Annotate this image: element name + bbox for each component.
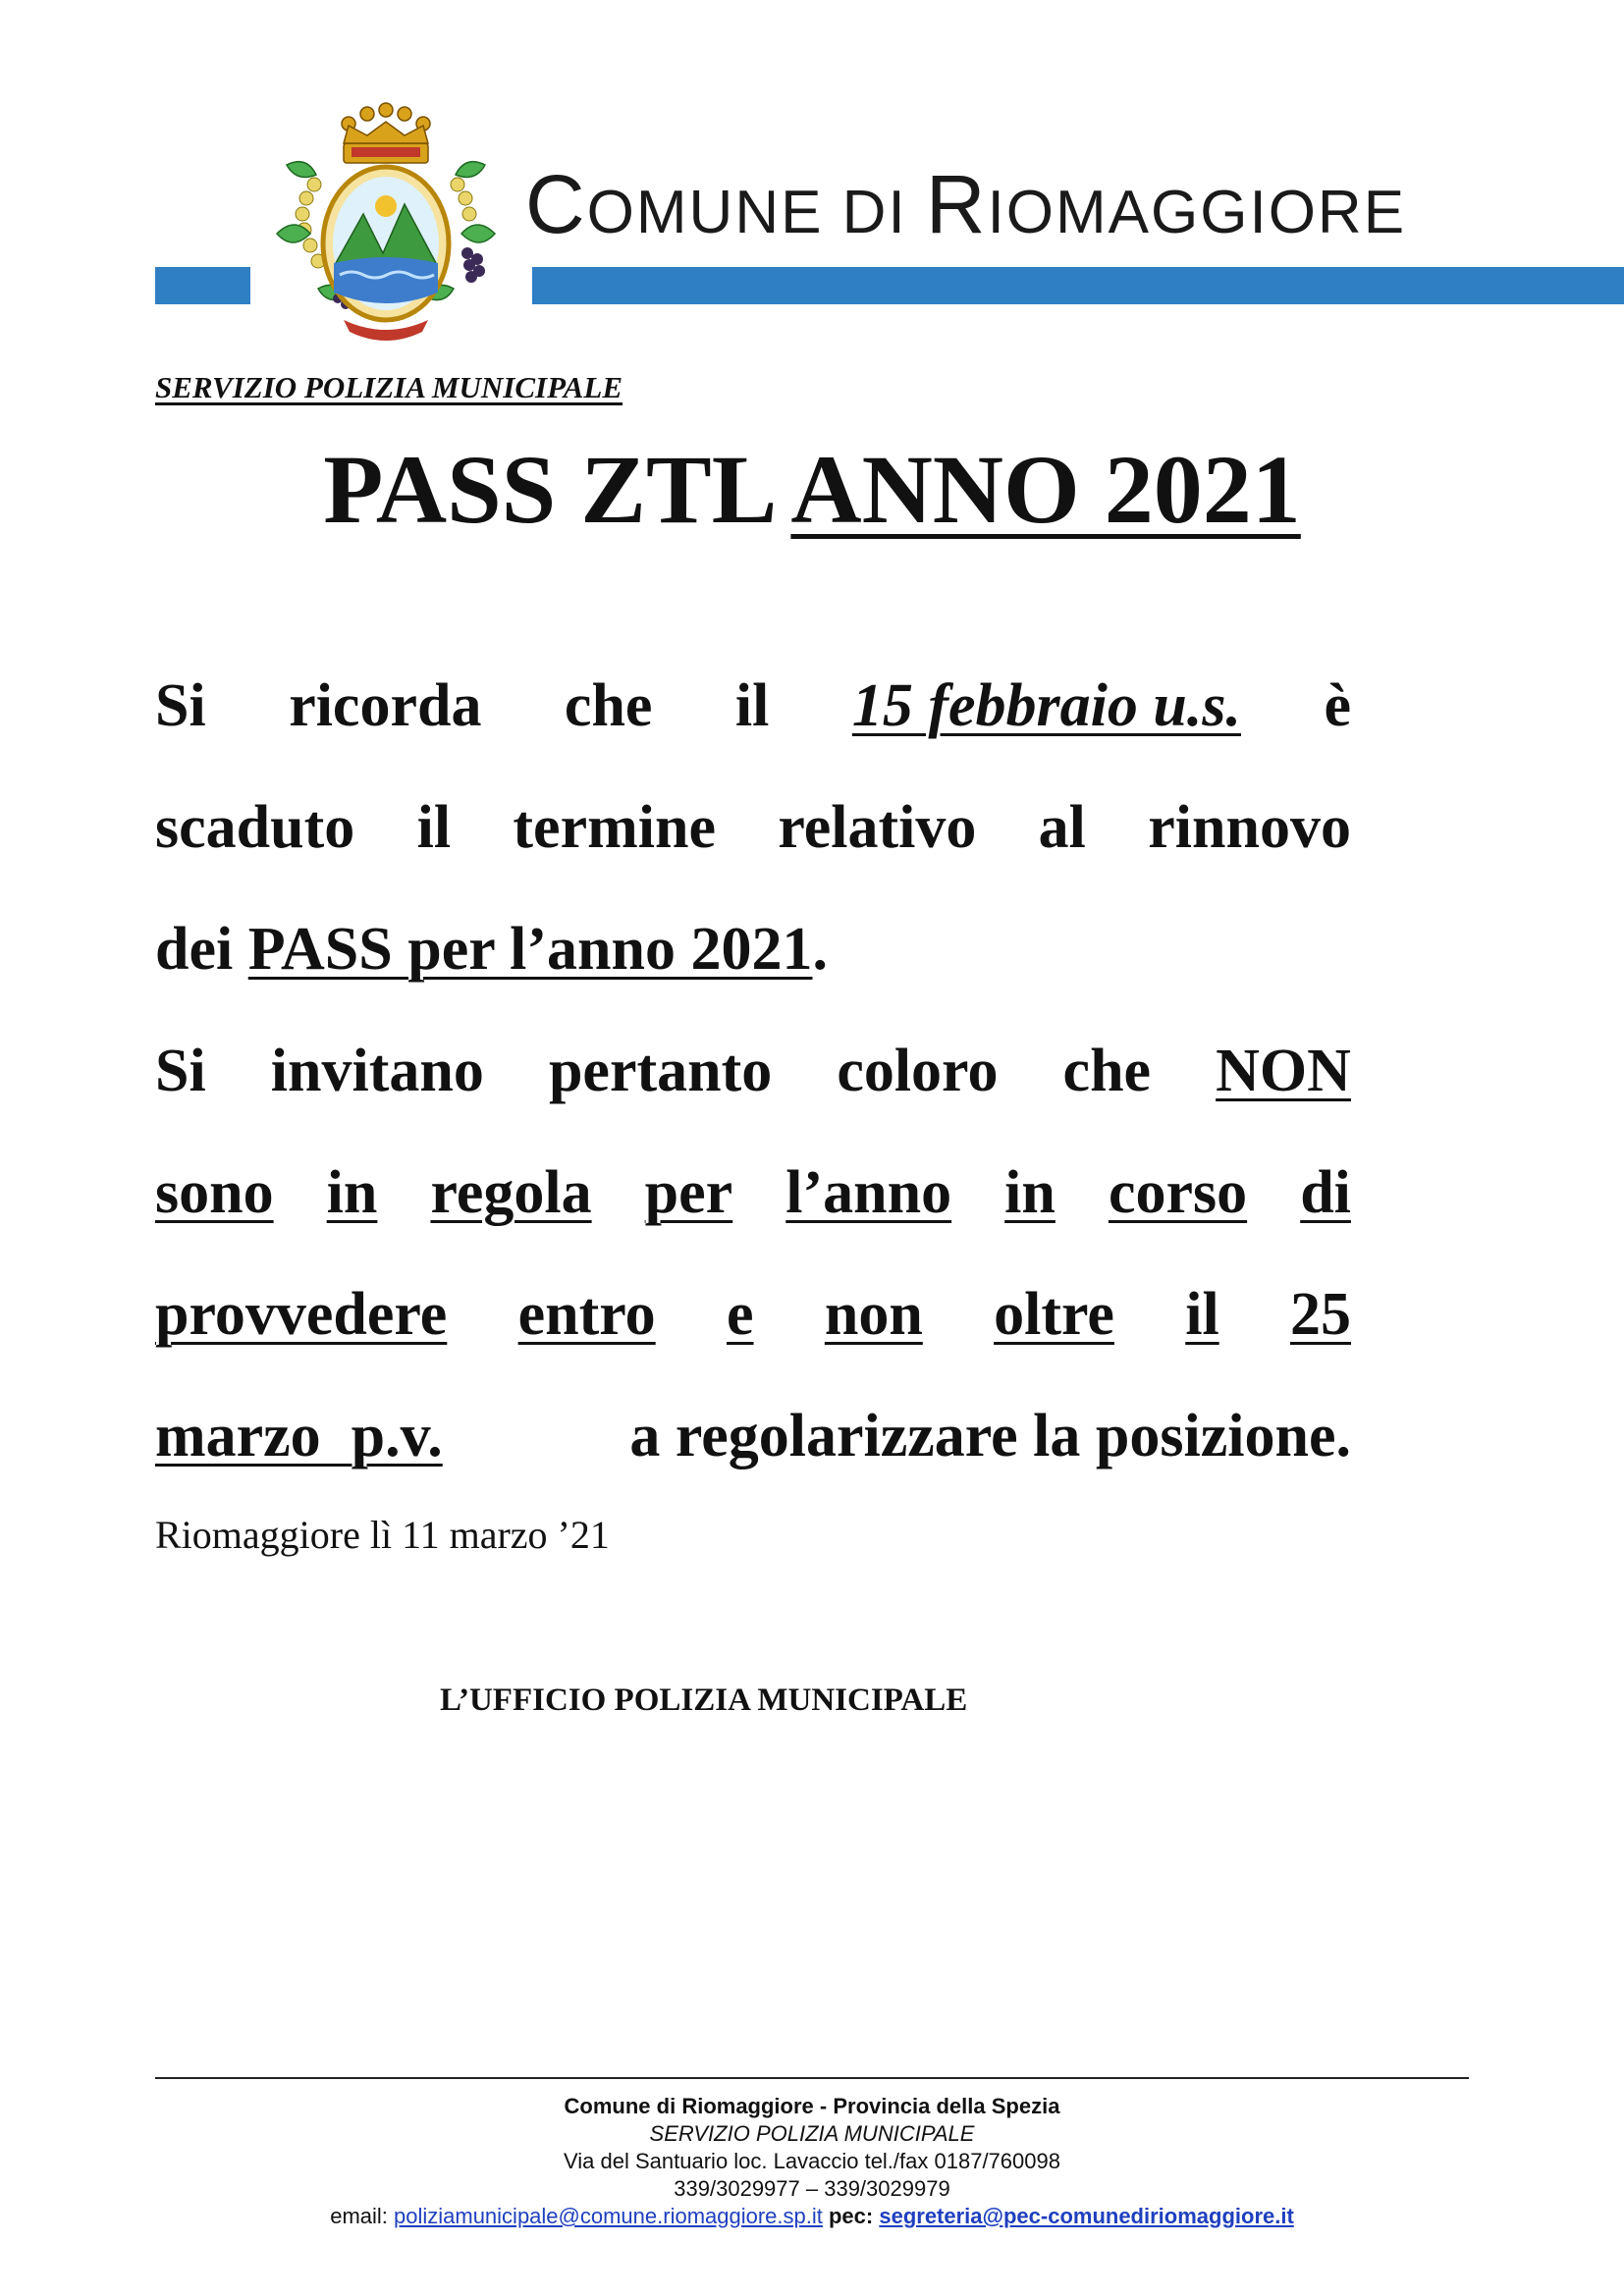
body-line: sono in regola per l’anno in corso di xyxy=(155,1159,1351,1226)
header-accent-bar-right xyxy=(532,267,1624,304)
footer-service: SERVIZIO POLIZIA MUNICIPALE xyxy=(649,2121,975,2146)
body-line: scaduto il termine relativo al rinnovo xyxy=(155,794,1351,861)
comune-title: COMUNE DI RIOMAGGIORE xyxy=(525,158,1407,250)
title-part-1: PASS ZTL xyxy=(323,435,772,544)
body-line: provvedere entro e non oltre il 25 xyxy=(155,1281,1351,1348)
footer-address: Via del Santuario loc. Lavaccio tel./fax 0187/760098 xyxy=(564,2149,1060,2173)
header-accent-bar-left xyxy=(155,267,250,304)
title-part-2: ANNO 2021 xyxy=(790,435,1301,544)
pass-year: PASS per l’anno 2021 xyxy=(247,916,813,983)
body-line: dei PASS per l’anno 2021 . xyxy=(155,888,1351,1010)
body-line: marzo p.v. a regolarizzare la posizione. xyxy=(155,1375,1351,1497)
deadline-date: marzo p.v. xyxy=(155,1403,443,1469)
body-line: Si ricorda che il 15 febbraio u.s. è xyxy=(155,645,1351,767)
body-line: Si invitano pertanto coloro che NON xyxy=(155,1038,1351,1104)
notice-body xyxy=(155,645,1351,1497)
footer-phones: 339/3029977 – 339/3029979 xyxy=(674,2176,950,2201)
footer-comune: Comune di Riomaggiore - Provincia della Spezia xyxy=(564,2094,1060,2118)
footer xyxy=(0,2093,1624,2230)
service-label: SERVIZIO POLIZIA MUNICIPALE xyxy=(155,370,623,404)
expiry-date: 15 febbraio u.s. xyxy=(851,672,1241,739)
issue-date: Riomaggiore lì 11 marzo ’21 xyxy=(155,1513,610,1557)
footer-contacts: email: poliziamunicipale@comune.riomaggiore.sp.it pec: segreteria@pec-comunediriomaggiore.it xyxy=(330,2204,1294,2228)
footer-divider xyxy=(155,2077,1469,2079)
pec-link[interactable]: segreteria@pec-comunediriomaggiore.it xyxy=(879,2204,1294,2228)
page-title xyxy=(0,436,1624,544)
email-link[interactable]: poliziamunicipale@comune.riomaggiore.sp.it xyxy=(394,2204,823,2228)
coat-of-arms-logo xyxy=(257,96,514,351)
signature-office: L’UFFICIO POLIZIA MUNICIPALE xyxy=(440,1682,968,1718)
